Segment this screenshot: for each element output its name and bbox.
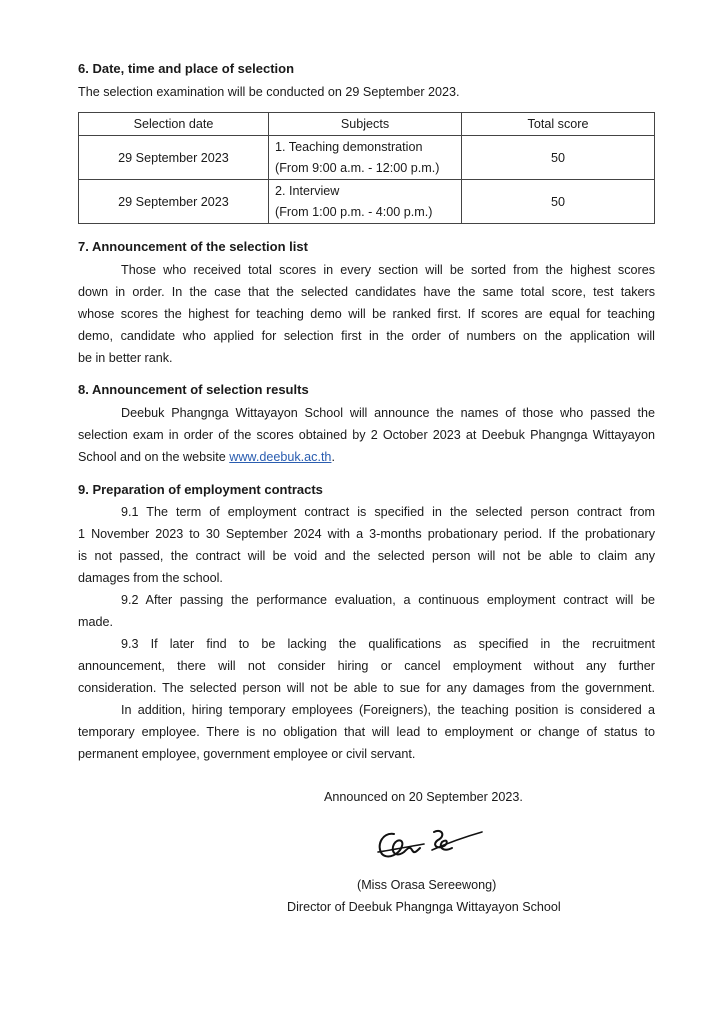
section-7-line: Those who received total scores in every section will be sorted from the highest scores: [121, 263, 655, 277]
table-row: [79, 136, 655, 180]
section-8-heading: 8. Announcement of selection results: [78, 382, 309, 397]
subject-time: (From 9:00 a.m. - 12:00 p.m.): [275, 160, 440, 175]
subject-name: 2. Interview: [275, 183, 340, 198]
section-9-1-line: is not passed, the contract will be void and the selected person will not be able to claim any: [78, 549, 655, 563]
section-9-1-line: 1 November 2023 to 30 September 2024 with a 3-months probationary period. If the probationary: [78, 527, 655, 541]
section-9-heading: 9. Preparation of employment contracts: [78, 482, 323, 497]
section-8-line-end: .: [331, 450, 335, 464]
section-8-line: [78, 449, 655, 465]
section-7-line: down in order. In the case that the selected candidates have the same total score, test takers: [78, 285, 655, 299]
selection-schedule-table: [78, 112, 655, 224]
section-8-line-text: School and on the website: [78, 450, 230, 464]
additional-note-line: permanent employee, government employee or civil servant.: [78, 747, 416, 761]
section-9-2-line: 9.2 After passing the performance evaluation, a continuous employment contract will be: [121, 593, 655, 607]
signatory-name: (Miss Orasa Sereewong): [357, 878, 497, 892]
section-9-3-line: announcement, there will not consider hiring or cancel employment without any further: [78, 659, 655, 673]
table-header-row: [79, 113, 655, 136]
column-header-subjects: Subjects: [269, 113, 462, 136]
announcement-date: Announced on 20 September 2023.: [324, 790, 523, 804]
section-6-intro: The selection examination will be conducted on 29 September 2023.: [78, 85, 460, 99]
section-8-line: selection exam in order of the scores obtained by 2 October 2023 at Deebuk Phangnga Wittayayon: [78, 428, 655, 442]
section-7-line: demo, candidate who applied for selection first in the order of numbers on the application will: [78, 329, 655, 343]
section-7-line: be in better rank.: [78, 351, 173, 365]
section-9-3-line: consideration. The selected person will not be able to sue for any damages from the government.: [78, 681, 655, 695]
table-row: [79, 180, 655, 224]
selection-date-cell: 29 September 2023: [79, 136, 269, 180]
subject-name: 1. Teaching demonstration: [275, 139, 423, 154]
handwritten-signature-icon: [372, 822, 484, 868]
school-website-link[interactable]: www.deebuk.ac.th: [229, 450, 332, 464]
signatory-title: Director of Deebuk Phangnga Wittayayon School: [287, 900, 561, 914]
selection-date-cell: 29 September 2023: [79, 180, 269, 224]
section-8-line: Deebuk Phangnga Wittayayon School will announce the names of those who passed the: [121, 406, 655, 420]
section-9-1-line: damages from the school.: [78, 571, 223, 585]
column-header-score: Total score: [462, 113, 655, 136]
additional-note-line: temporary employee. There is no obligation that will lead to employment or change of status to: [78, 725, 655, 739]
column-header-date: Selection date: [79, 113, 269, 136]
section-7-line: whose scores the highest for teaching demo will be ranked first. If scores are equal for teaching: [78, 307, 655, 321]
subject-cell: [269, 180, 462, 224]
section-9-3-line: 9.3 If later find to be lacking the qualifications as specified in the recruitment: [121, 637, 655, 651]
section-7-heading: 7. Announcement of the selection list: [78, 239, 308, 254]
subject-cell: [269, 136, 462, 180]
total-score-cell: 50: [462, 136, 655, 180]
section-9-2-line: made.: [78, 615, 114, 629]
section-6-heading: 6. Date, time and place of selection: [78, 61, 295, 76]
section-9-1-line: 9.1 The term of employment contract is specified in the selected person contract from: [121, 505, 655, 519]
subject-time: (From 1:00 p.m. - 4:00 p.m.): [275, 204, 433, 219]
total-score-cell: 50: [462, 180, 655, 224]
additional-note-line: In addition, hiring temporary employees (Foreigners), the teaching position is considered a: [121, 703, 655, 717]
